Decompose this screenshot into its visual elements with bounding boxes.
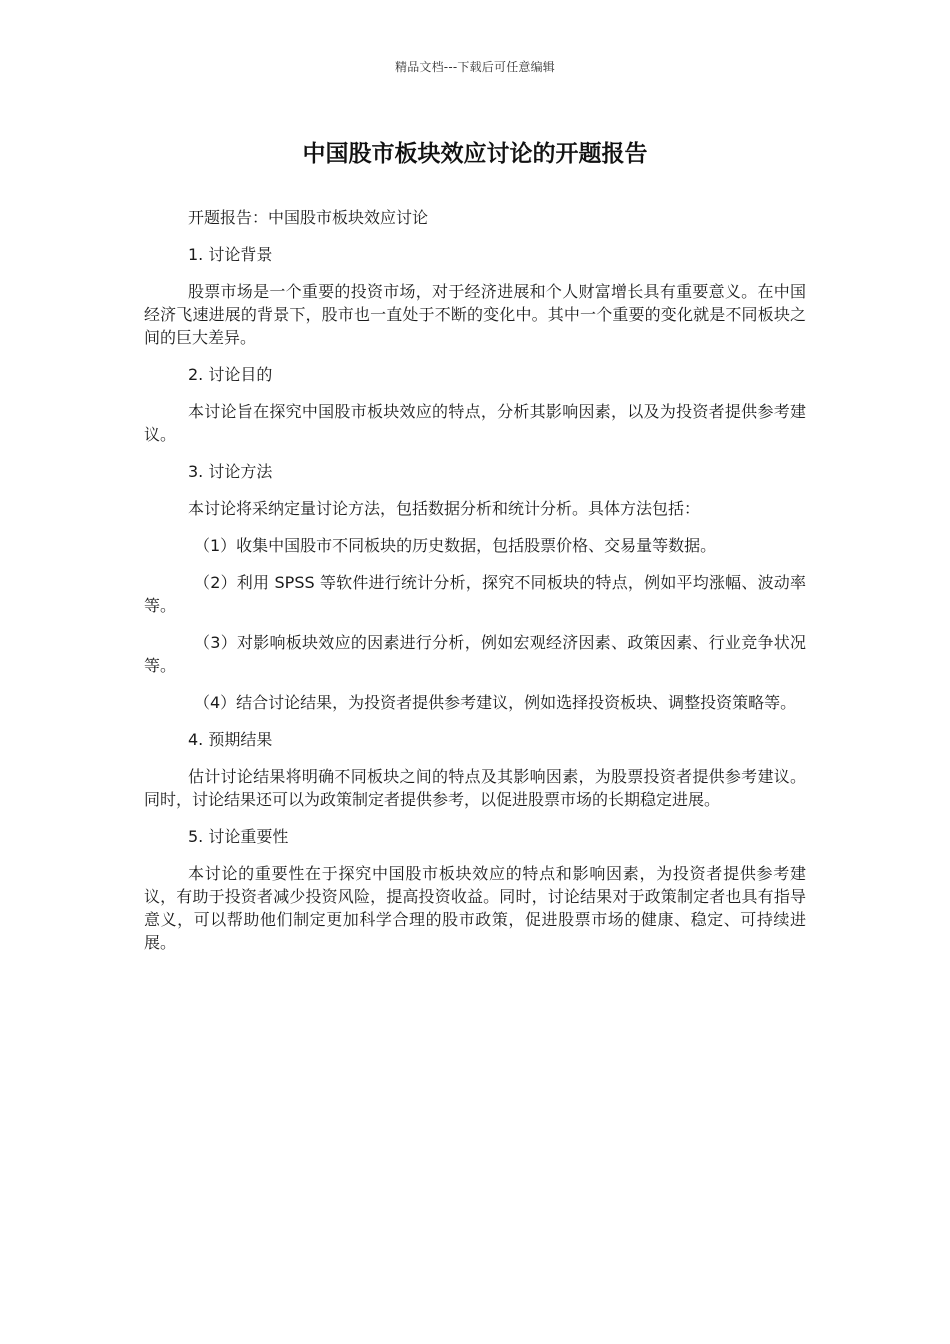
section-heading-importance: 5. 讨论重要性 bbox=[188, 827, 289, 846]
paragraph-purpose: 本讨论旨在探究中国股市板块效应的特点，分析其影响因素，以及为投资者提供参考建议。 bbox=[144, 402, 806, 444]
paragraph-method: 本讨论将采纳定量讨论方法，包括数据分析和统计分析。具体方法包括： bbox=[188, 499, 701, 518]
section-heading-method: 3. 讨论方法 bbox=[188, 462, 273, 481]
method-item-4: （4）结合讨论结果，为投资者提供参考建议，例如选择投资板块、调整投资策略等。 bbox=[194, 693, 797, 712]
document-body bbox=[144, 206, 806, 968]
document-title: 中国股市板块效应讨论的开题报告 bbox=[302, 141, 648, 167]
header-note: 精品文档---下载后可任意编辑 bbox=[395, 60, 555, 74]
method-item-1: （1）收集中国股市不同板块的历史数据，包括股票价格、交易量等数据。 bbox=[194, 536, 717, 555]
paragraph-background: 股票市场是一个重要的投资市场，对于经济进展和个人财富增长具有重要意义。在中国经济飞速进展的背景下，股市也一直处于不断的变化中。其中一个重要的变化就是不同板块之间的巨大差异。 bbox=[144, 282, 806, 347]
intro-line: 开题报告：中国股市板块效应讨论 bbox=[188, 208, 429, 227]
section-heading-background: 1. 讨论背景 bbox=[188, 245, 273, 264]
paragraph-importance: 本讨论的重要性在于探究中国股市板块效应的特点和影响因素，为投资者提供参考建议，有助于投资者减少投资风险，提高投资收益。同时，讨论结果对于政策制定者也具有指导意义，可以帮助他们制定更加科学合理的股市政策，促进股票市场的健康、稳定、可持续进展。 bbox=[144, 864, 806, 952]
method-item-3: （3）对影响板块效应的因素进行分析，例如宏观经济因素、政策因素、行业竞争状况等。 bbox=[144, 633, 806, 675]
section-heading-purpose: 2. 讨论目的 bbox=[188, 365, 273, 384]
paragraph-expected-results: 估计讨论结果将明确不同板块之间的特点及其影响因素，为股票投资者提供参考建议。同时，讨论结果还可以为政策制定者提供参考，以促进股票市场的长期稳定进展。 bbox=[144, 767, 806, 809]
section-heading-expected-results: 4. 预期结果 bbox=[188, 730, 273, 749]
method-item-2: （2）利用 SPSS 等软件进行统计分析，探究不同板块的特点，例如平均涨幅、波动率等。 bbox=[144, 573, 806, 615]
